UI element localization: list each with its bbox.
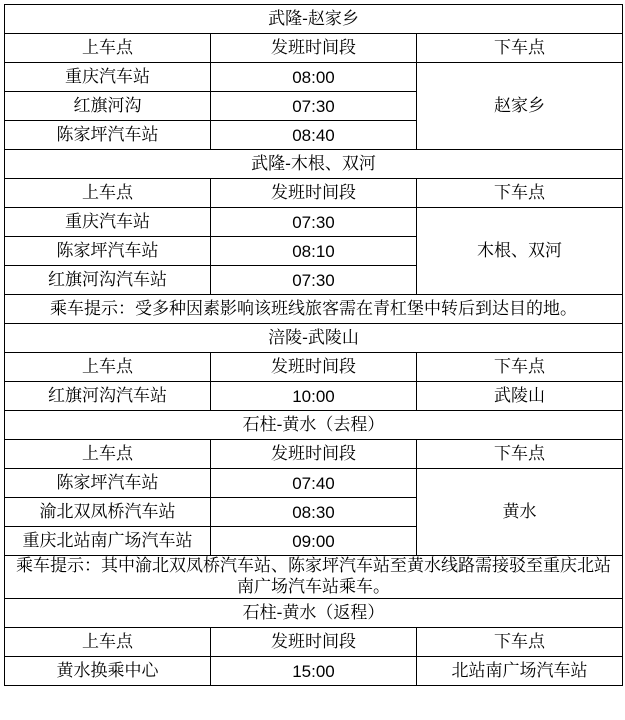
boarding-point: 渝北双凤桥汽车站 [5, 498, 211, 527]
departure-time: 09:00 [211, 527, 417, 556]
alighting-header: 下车点 [417, 34, 623, 63]
header-row [5, 179, 623, 208]
alighting-header: 下车点 [417, 179, 623, 208]
alighting-header: 下车点 [417, 440, 623, 469]
boarding-header: 上车点 [5, 440, 211, 469]
departure-time: 08:00 [211, 63, 417, 92]
departure-time: 07:30 [211, 266, 417, 295]
table-row [5, 208, 623, 237]
departure-time: 08:40 [211, 121, 417, 150]
bus-schedule-table [4, 4, 623, 686]
route-title: 武隆-木根、双河 [5, 150, 623, 179]
section-title-row [5, 324, 623, 353]
boarding-header: 上车点 [5, 179, 211, 208]
table-row [5, 382, 623, 411]
route-title: 石柱-黄水（去程） [5, 411, 623, 440]
boarding-point: 陈家坪汽车站 [5, 469, 211, 498]
departure-header: 发班时间段 [211, 628, 417, 657]
table-row [5, 469, 623, 498]
alighting-point: 北站南广场汽车站 [417, 657, 623, 686]
alighting-point: 赵家乡 [417, 63, 623, 150]
boarding-header: 上车点 [5, 628, 211, 657]
table-row [5, 63, 623, 92]
departure-time: 07:30 [211, 208, 417, 237]
boarding-point: 重庆汽车站 [5, 63, 211, 92]
departure-time: 07:40 [211, 469, 417, 498]
boarding-point: 重庆汽车站 [5, 208, 211, 237]
departure-header: 发班时间段 [211, 353, 417, 382]
boarding-point: 红旗河沟 [5, 92, 211, 121]
departure-time: 10:00 [211, 382, 417, 411]
boarding-point: 重庆北站南广场汽车站 [5, 527, 211, 556]
boarding-point: 黄水换乘中心 [5, 657, 211, 686]
header-row [5, 628, 623, 657]
boarding-point: 陈家坪汽车站 [5, 237, 211, 266]
notice-row [5, 295, 623, 324]
departure-time: 08:30 [211, 498, 417, 527]
alighting-header: 下车点 [417, 353, 623, 382]
boarding-point: 红旗河沟汽车站 [5, 382, 211, 411]
route-title: 石柱-黄水（返程） [5, 599, 623, 628]
boarding-point: 陈家坪汽车站 [5, 121, 211, 150]
boarding-notice: 乘车提示：受多种因素影响该班线旅客需在青杠堡中转后到达目的地。 [5, 295, 623, 324]
header-row [5, 440, 623, 469]
departure-header: 发班时间段 [211, 440, 417, 469]
section-title-row [5, 5, 623, 34]
boarding-header: 上车点 [5, 34, 211, 63]
header-row [5, 34, 623, 63]
boarding-notice: 乘车提示：其中渝北双凤桥汽车站、陈家坪汽车站至黄水线路需接驳至重庆北站南广场汽车站乘车。 [5, 556, 623, 599]
alighting-point: 木根、双河 [417, 208, 623, 295]
section-title-row [5, 599, 623, 628]
departure-header: 发班时间段 [211, 179, 417, 208]
boarding-point: 红旗河沟汽车站 [5, 266, 211, 295]
departure-time: 08:10 [211, 237, 417, 266]
section-title-row [5, 411, 623, 440]
section-title-row [5, 150, 623, 179]
departure-time: 15:00 [211, 657, 417, 686]
route-title: 涪陵-武陵山 [5, 324, 623, 353]
notice-row [5, 556, 623, 599]
header-row [5, 353, 623, 382]
departure-header: 发班时间段 [211, 34, 417, 63]
table-row [5, 657, 623, 686]
alighting-point: 武陵山 [417, 382, 623, 411]
alighting-header: 下车点 [417, 628, 623, 657]
route-title: 武隆-赵家乡 [5, 5, 623, 34]
boarding-header: 上车点 [5, 353, 211, 382]
alighting-point: 黄水 [417, 469, 623, 556]
departure-time: 07:30 [211, 92, 417, 121]
